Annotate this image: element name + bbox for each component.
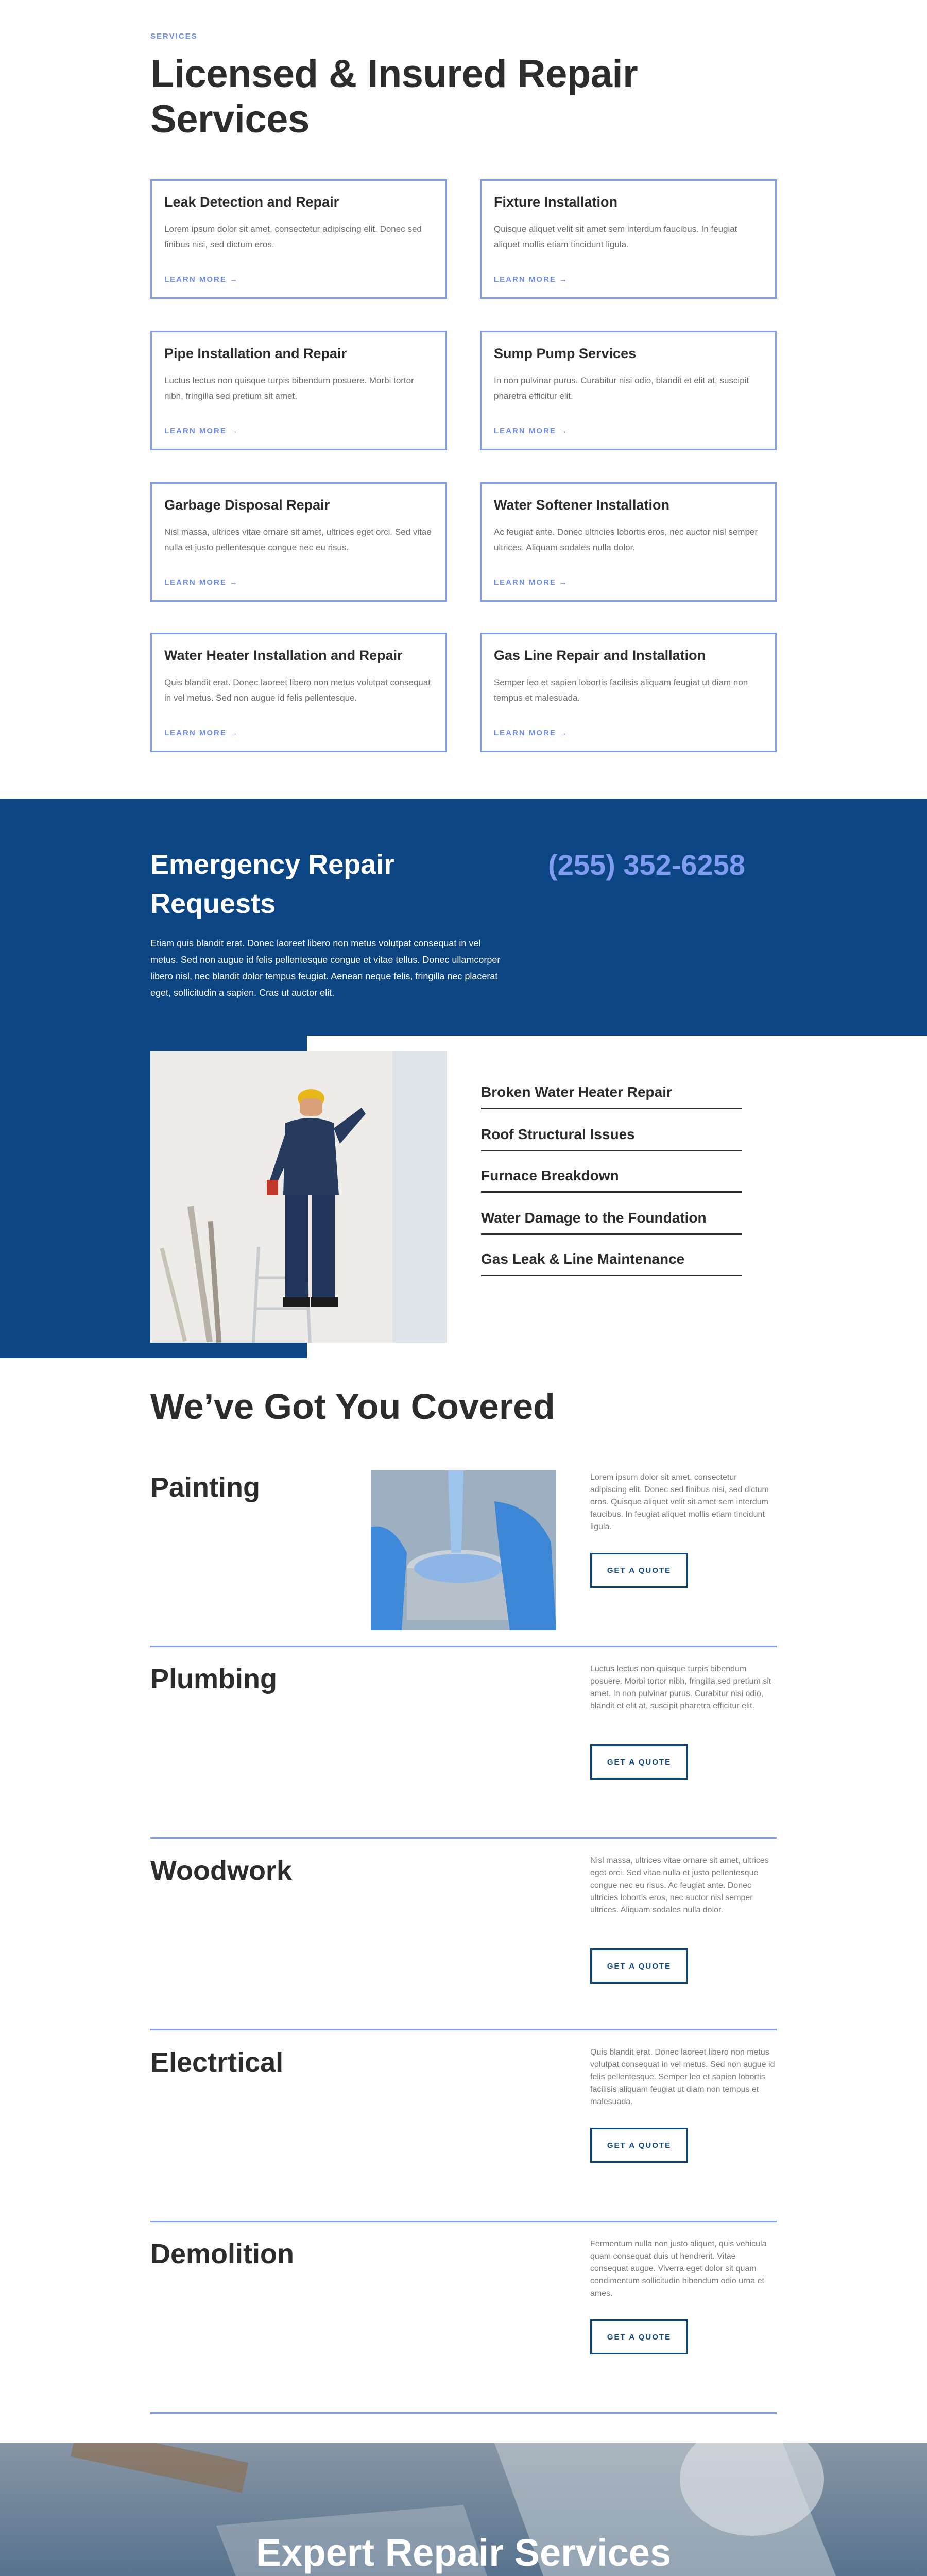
learn-more-link[interactable]: LEARN MORE →: [494, 578, 568, 587]
issue-item[interactable]: Broken Water Heater Repair: [481, 1084, 742, 1109]
service-name: Demolition: [150, 2239, 294, 2269]
service-card-title: Pipe Installation and Repair: [164, 346, 347, 361]
service-card-title: Fixture Installation: [494, 194, 618, 210]
repairman-photo: [150, 1051, 447, 1343]
paint-can-illustration: [371, 1470, 556, 1630]
service-description: Nisl massa, ultrices vitae ornare sit amet, ultrices eget orci. Sed vitae nulla et justo pellentesque congue nec eu risus. Ac feugiat ante. Donec ultricies lobortis eros, nec auctor nisl semper ultrices. Aliquam sodales nulla dolor.: [590, 1856, 769, 1914]
service-card-title: Water Heater Installation and Repair: [164, 648, 403, 663]
service-card: [480, 331, 777, 450]
issue-item[interactable]: Furnace Breakdown: [481, 1167, 742, 1193]
service-card-title: Water Softener Installation: [494, 497, 670, 513]
get-quote-button[interactable]: GET A QUOTE: [590, 1948, 688, 1984]
service-name: Electrtical: [150, 2047, 284, 2078]
service-card-text: Lorem ipsum dolor sit amet, consectetur adipiscing elit. Donec sed finibus nisi, sed dictum eros.: [164, 224, 422, 249]
divider: [150, 1837, 777, 1839]
divider: [150, 2029, 777, 2030]
service-card-text: In non pulvinar purus. Curabitur nisi odio, blandit et elit at, suscipit pharetra efficitur elit.: [494, 376, 749, 401]
service-description: Quis blandit erat. Donec laoreet libero non metus volutpat consequat in vel metus. Sed non augue id felis pellentesque. Semper leo et sapien lobortis facilisis aliquam feugiat ut diam non tempus et malesuada.: [590, 2048, 775, 2106]
emergency-phone-link[interactable]: (255) 352-6258: [548, 849, 745, 881]
service-card: [480, 482, 777, 602]
issue-item[interactable]: Water Damage to the Foundation: [481, 1210, 742, 1235]
service-description: Lorem ipsum dolor sit amet, consectetur adipiscing elit. Donec sed finibus nisi, sed dictum eros. Quisque aliquet velit sit amet sem interdum faucibus. In feugiat aliquet mollis etiam tincidunt ligula.: [590, 1473, 769, 1531]
service-card-title: Garbage Disposal Repair: [164, 497, 330, 513]
get-quote-button[interactable]: GET A QUOTE: [590, 1553, 688, 1588]
learn-more-link[interactable]: LEARN MORE →: [494, 427, 568, 435]
service-card-title: Leak Detection and Repair: [164, 194, 339, 210]
service-card-text: Luctus lectus non quisque turpis bibendum posuere. Morbi tortor nibh, fringilla sed pretium sit amet.: [164, 376, 414, 401]
service-name: Woodwork: [150, 1855, 292, 1886]
emergency-text: Etiam quis blandit erat. Donec laoreet libero non metus volutpat consequat in vel metus. Sed non augue id felis pellentesque congue et vitae tellus. Donec ullamcorper libero nisl, nec blandit dolor tempus feugiat. Aenean neque felis, fringilla nec placerat eget, sollicitudin a sapien. Cras ut auctor elit.: [150, 938, 501, 998]
learn-more-link[interactable]: LEARN MORE →: [164, 578, 238, 587]
service-card: [480, 633, 777, 752]
service-card-title: Gas Line Repair and Installation: [494, 648, 706, 663]
repairman-illustration: [150, 1051, 447, 1343]
issue-item[interactable]: Gas Leak & Line Maintenance: [481, 1251, 742, 1276]
get-quote-button[interactable]: GET A QUOTE: [590, 2319, 688, 2354]
painting-photo: [371, 1470, 556, 1630]
covered-title: We’ve Got You Covered: [150, 1386, 555, 1427]
service-card-text: Nisl massa, ultrices vitae ornare sit amet, ultrices eget orci. Sed vitae nulla et justo pellentesque congue nec eu risus.: [164, 527, 432, 552]
service-description: Luctus lectus non quisque turpis bibendum posuere. Morbi tortor nibh, fringilla sed pretium sit amet. In non pulvinar purus. Curabitur nisi odio, blandit et elit at, suscipit pharetra efficitur elit.: [590, 1665, 771, 1710]
service-name: Painting: [150, 1472, 260, 1503]
service-card: [150, 482, 447, 602]
service-card: [480, 179, 777, 299]
service-card-title: Sump Pump Services: [494, 346, 637, 361]
issue-item[interactable]: Roof Structural Issues: [481, 1126, 742, 1151]
service-card: [150, 179, 447, 299]
learn-more-link[interactable]: LEARN MORE →: [164, 427, 238, 435]
services-title: Licensed & Insured Repair Services: [150, 52, 638, 141]
divider: [150, 1646, 777, 1647]
expert-title: Expert Repair Services: [255, 2531, 672, 2574]
learn-more-link[interactable]: LEARN MORE →: [494, 275, 568, 284]
service-card: [150, 331, 447, 450]
service-card: [150, 633, 447, 752]
service-description: Fermentum nulla non justo aliquet, quis vehicula quam consequat duis ut hendrerit. Vitae consequat augue. Viverra eget dolor sit quam condimentum sollicitudin bibendum odio urna et ames.: [590, 2240, 767, 2298]
get-quote-button[interactable]: GET A QUOTE: [590, 1744, 688, 1780]
learn-more-link[interactable]: LEARN MORE →: [164, 275, 238, 284]
service-card-text: Ac feugiat ante. Donec ultricies lobortis eros, nec auctor nisl semper ultrices. Aliquam sodales nulla dolor.: [494, 527, 758, 552]
service-name: Plumbing: [150, 1664, 277, 1694]
learn-more-link[interactable]: LEARN MORE →: [164, 728, 238, 737]
services-eyebrow: SERVICES: [150, 32, 198, 41]
emergency-title: Emergency Repair Requests: [150, 849, 395, 919]
learn-more-link[interactable]: LEARN MORE →: [494, 728, 568, 737]
divider: [150, 2221, 777, 2222]
divider: [150, 2412, 777, 2414]
service-card-text: Quisque aliquet velit sit amet sem interdum faucibus. In feugiat aliquet mollis etiam tincidunt ligula.: [494, 224, 737, 249]
get-quote-button[interactable]: GET A QUOTE: [590, 2128, 688, 2163]
service-card-text: Semper leo et sapien lobortis facilisis aliquam feugiat ut diam non tempus et malesuada.: [494, 677, 748, 703]
service-card-text: Quis blandit erat. Donec laoreet libero non metus volutpat consequat in vel metus. Sed non augue id felis pellentesque.: [164, 677, 431, 703]
